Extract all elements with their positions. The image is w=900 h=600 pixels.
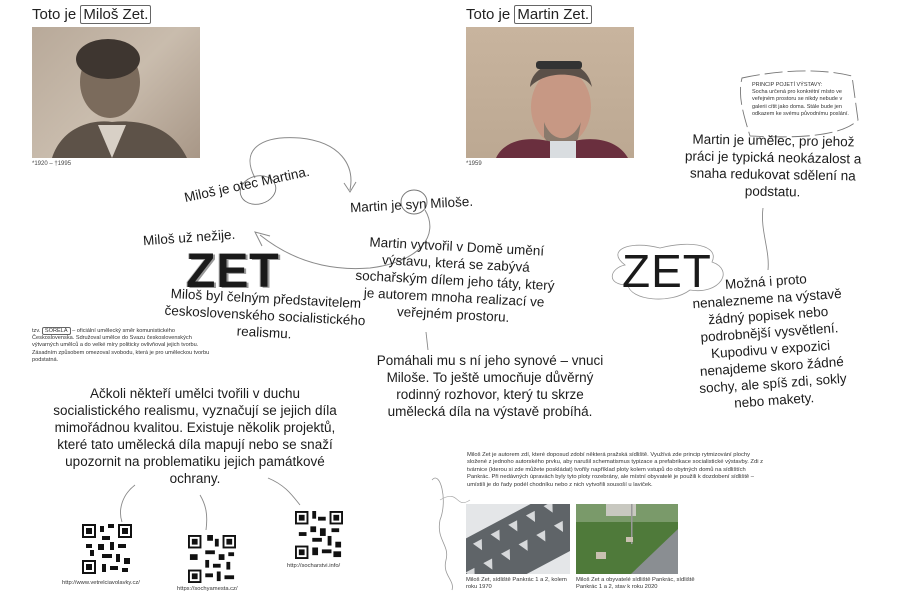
walls-text: Miloš Zet je autorem zdí, které doposud zdobí některá pražská sídliště. Využívá zde princip rytmizování plochy složené z jednoho autorského prvku, aby narušil schematismus typizace a prefabrikace socialistické výstavby. Zdi z tvárnice (kterou si zde můžete poskládat) tvořily například ploty kolem vstupů do obytných domů na sídlištích Pankrác. Při nedávných úpravách byly tyto ploty rozebrány, ale místní obyvatelé je použili k dozdobení sídliště – umístili je do řady podél chodníku nebo z nich vytvořili sousoší u laviček. <box>467 452 763 488</box>
relation-martin-son: Martin je syn Miloše. <box>349 193 474 216</box>
milos-title-prefix: Toto je <box>32 6 77 23</box>
qr-code-vetrelci[interactable] <box>82 524 132 574</box>
martin-photo <box>466 27 634 158</box>
photo-pankrac-2020 <box>576 504 678 574</box>
principle-note-text: Socha určená pro konkrétní místo ve veřejném prostoru se nikdy nebude v galerii cítit jako doma. Stále bude jen odkazem ke svému původnímu poslání. <box>752 89 849 117</box>
martin-portrait-image <box>466 27 634 158</box>
milos-role-text: Miloš byl čelným představitelem československého socialistického realismu. <box>164 286 366 342</box>
no-labels-text: Možná i proto nenalezneme na výstavě žádný popisek nebo podrobnější vysvětlení. Kupodivu v expozici nenajdeme skoro žádné sochy, ale spíš zdi, sokly nebo makety. <box>692 271 848 411</box>
exhibition-text: Martin vytvořil v Domě umění výstavu, která se zabývá sochařským dílem jeho táty, který je autorem mnoha realizací ve veřejném prostoru. <box>355 234 555 325</box>
martin-dates: *1959 <box>466 161 482 167</box>
milos-portrait-image <box>32 27 200 158</box>
photo-caption-1970: Miloš Zet, sídliště Pankrác 1 a 2, kolem roku 1970 <box>466 577 567 591</box>
milos-dates: *1920 – †1995 <box>32 161 72 167</box>
concrete-wall-image <box>466 504 570 574</box>
sorela-prefix: tzv. <box>32 328 41 334</box>
martin-title <box>466 6 592 23</box>
helpers-text: Pomáhali mu s ní jeho synové – vnuci Miloše. To ještě umocňuje důvěrný rodinný rozhovor, který tu skrze umělecká díla na výstavě probíhá. <box>376 353 604 419</box>
zet-logo-left: ZET <box>186 245 280 298</box>
principle-note <box>752 82 852 118</box>
housing-estate-image <box>576 504 678 574</box>
martin-artist-text: Martin je umělec, pro jehož práci je typická neokázalost a snaha redukovat sdělení na podstatu. <box>684 131 862 200</box>
sorela-text: – oficiální umělecký směr komunistického Československa. Sdružoval umělce do Svazu československých výtvarných umělců a do velké míry politicky ovlivňoval jejich tvorbu. Zásadním způsobem omezoval svobodu, která je pro uměleckou tvorbu podstatná. <box>32 328 210 363</box>
qr-code-socharstvi[interactable] <box>295 511 343 559</box>
milos-photo <box>32 27 200 158</box>
martin-name: Martin Zet. <box>514 5 592 24</box>
photo-caption-2020: Miloš Zet a obyvatelé sídliště Pankrác, sídliště Pankrác 1 a 2, stav k roku 2020 <box>576 577 695 591</box>
principle-note-heading: PRINCIP POJETÍ VÝSTAVY: <box>752 82 823 88</box>
zet-logo-right: ZET <box>622 245 712 297</box>
qr-url-sochyamesta[interactable]: https://sochyamesta.cz/ <box>177 586 238 592</box>
milos-name: Miloš Zet. <box>80 5 151 24</box>
relation-milos-dead: Miloš už nežije. <box>142 226 236 249</box>
socialist-realism-text: Ačkoli někteří umělci tvořili v duchu socialistického realismu, vyznačují se jejich díla mimořádnou kvalitou. Existuje několik projektů, které tato umělecká díla mapují nebo se snaží upozornit na problematiku jejich památkové ochrany. <box>53 386 337 486</box>
sorela-term: SORELA <box>42 327 71 335</box>
qr-url-vetrelci[interactable]: http://www.vetrelciavolavky.cz/ <box>62 580 140 586</box>
milos-title <box>32 6 151 23</box>
photo-wall-1970 <box>466 504 570 574</box>
martin-title-prefix: Toto je <box>466 6 511 23</box>
relation-milos-father: Miloš je otec Martina. <box>182 163 311 205</box>
sorela-note <box>32 328 212 364</box>
qr-code-sochyamesta[interactable] <box>188 535 236 583</box>
qr-url-socharstvi[interactable]: http://socharstvi.info/ <box>287 563 341 569</box>
